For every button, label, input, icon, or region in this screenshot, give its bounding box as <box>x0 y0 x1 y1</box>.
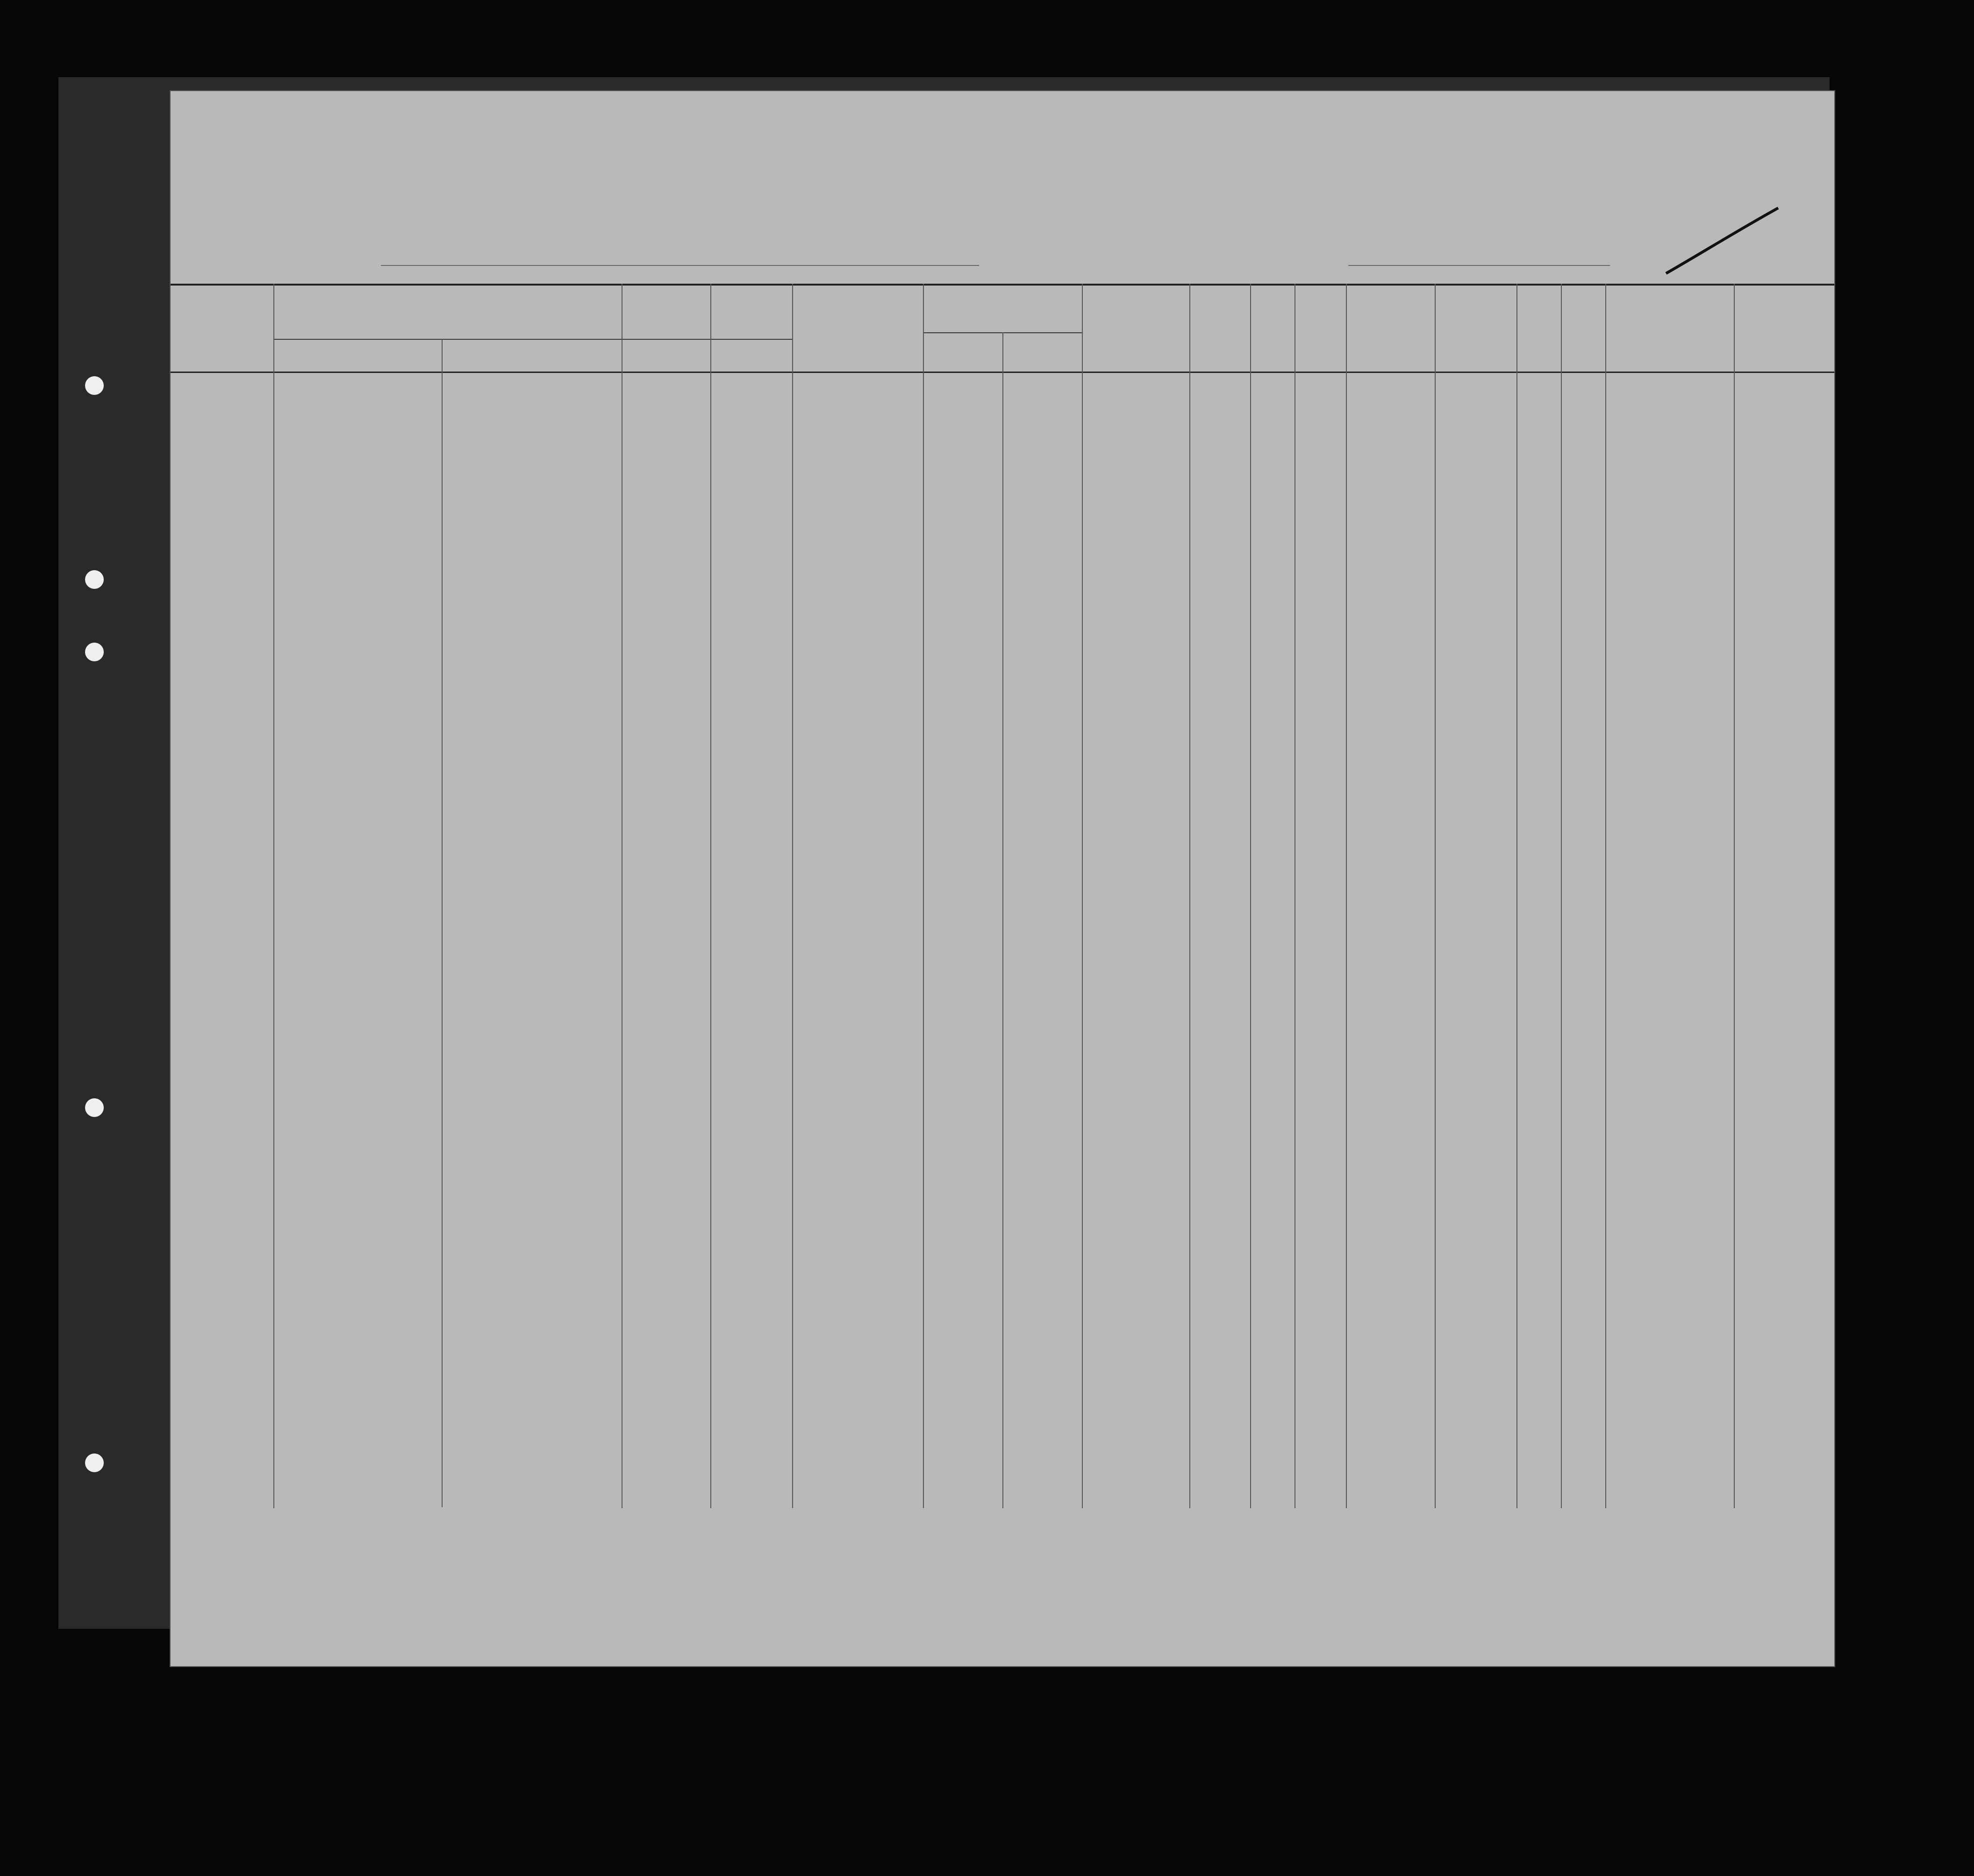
col-divider <box>1734 284 1735 1508</box>
from-underline <box>1348 265 1610 266</box>
punch-hole <box>85 570 104 589</box>
punch-hole <box>85 1098 104 1117</box>
col-divider <box>923 284 924 1508</box>
col-divider <box>1002 332 1003 1508</box>
punch-hole <box>85 376 104 395</box>
manifest-sheet <box>171 91 1834 1666</box>
col-divider <box>442 339 443 1507</box>
port-underline <box>745 265 979 266</box>
col3-header <box>792 287 923 299</box>
col-divider <box>273 284 274 1508</box>
vessel-underline <box>381 265 801 266</box>
col-divider <box>1250 284 1251 1508</box>
table-top-rule <box>171 284 1834 286</box>
vessel-line <box>171 241 1834 269</box>
col-divider <box>1435 284 1436 1508</box>
col-divider <box>792 284 793 1508</box>
col-divider <box>710 284 711 1508</box>
col-divider <box>1082 284 1083 1508</box>
col-divider <box>1605 284 1606 1508</box>
col-divider <box>1346 284 1347 1508</box>
col-divider <box>1189 284 1190 1508</box>
col1-header <box>222 292 273 303</box>
punch-hole <box>85 643 104 661</box>
col-divider <box>1561 284 1562 1508</box>
col-divider <box>1516 284 1517 1508</box>
punch-hole <box>85 1454 104 1472</box>
header-subrule <box>273 339 792 340</box>
